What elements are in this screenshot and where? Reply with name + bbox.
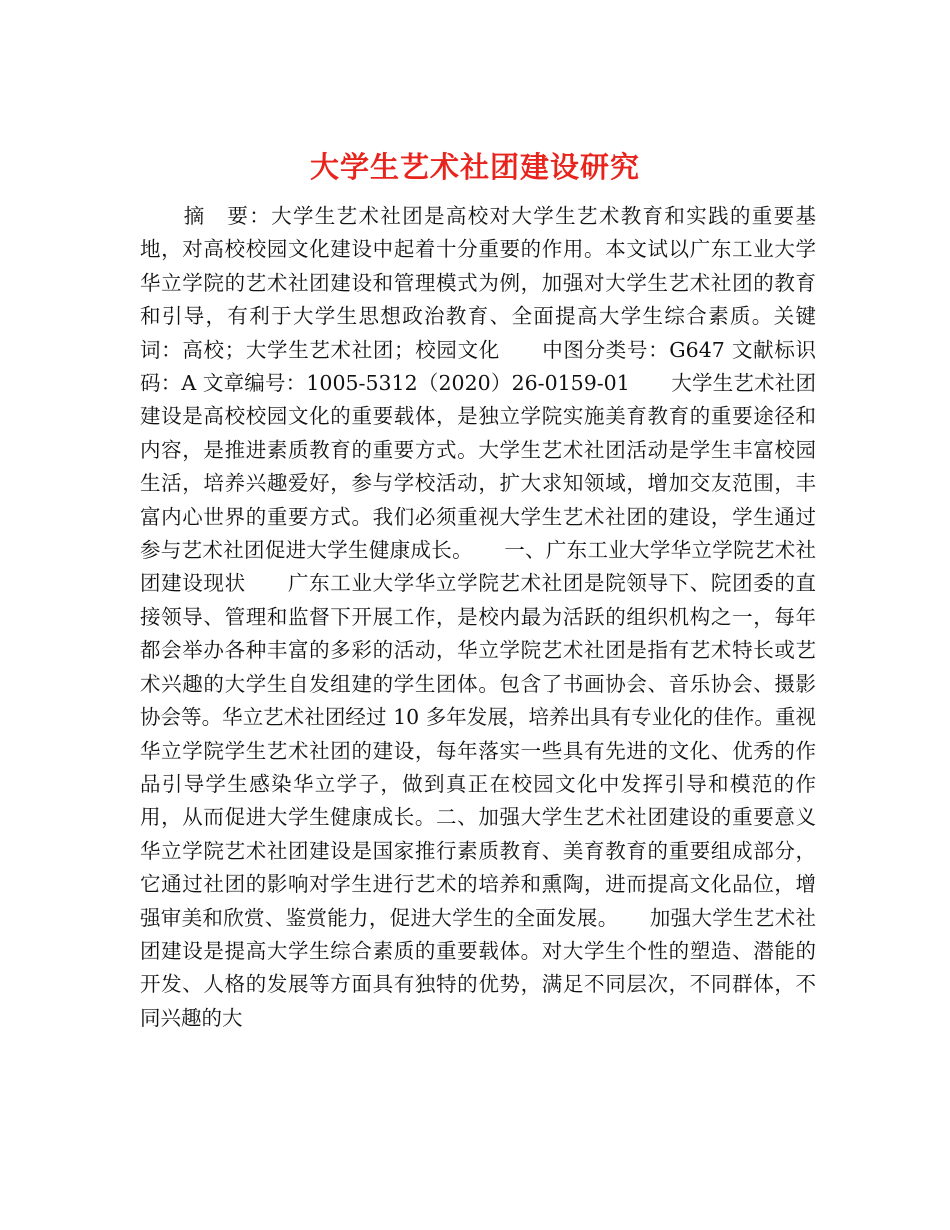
- document-body: 摘 要：大学生艺术社团是高校对大学生艺术教育和实践的重要基地，对高校校园文化建设中起着十分重要的作用。本文试以广东工业大学华立学院的艺术社团建设和管理模式为例，加强对大学生艺术社团的教育和引导，有利于大学生思想政治教育、全面提高大学生综合素质。关键词：高校；大学生艺术社团；校园文化 中图分类号：G647 文献标识码：A 文章编号：1005-5312（2020）26-0159-01 大学生艺术社团建设是高校校园文化的重要载体，是独立学院实施美育教育的重要途径和内容，是推进素质教育的重要方式。大学生艺术社团活动是学生丰富校园生活，培养兴趣爱好，参与学校活动，扩大求知领域，增加交友范围，丰富内心世界的重要方式。我们必须重视大学生艺术社团的建设，学生通过参与艺术社团促进大学生健康成长。 一、广东工业大学华立学院艺术社团建设现状 广东工业大学华立学院艺术社团是院领导下、院团委的直接领导、管理和监督下开展工作，是校内最为活跃的组织机构之一，每年都会举办各种丰富的多彩的活动，华立学院艺术社团是指有艺术特长或艺术兴趣的大学生自发组建的学生团体。包含了书画协会、音乐协会、摄影协会等。华立艺术社团经过 10 多年发展，培养出具有专业化的佳作。重视华立学院学生艺术社团的建设，每年落实一些具有先进的文化、优秀的作品引导学生感染华立学子，做到真正在校园文化中发挥引导和模范的作用，从而促进大学生健康成长。二、加强大学生艺术社团建设的重要意义 华立学院艺术社团建设是国家推行素质教育、美育教育的重要组成部分，它通过社团的影响对学生进行艺术的培养和熏陶，进而提高文化品位，增强审美和欣赏、鉴赏能力，促进大学生的全面发展。 加强大学生艺术社团建设是提高大学生综合素质的重要载体。对大学生个性的塑造、潜能的开发、人格的发展等方面具有独特的优势，满足不同层次，不同群体，不同兴趣的大: [140, 204, 857, 1030]
- document-title: 大学生艺术社团建设研究: [309, 150, 640, 185]
